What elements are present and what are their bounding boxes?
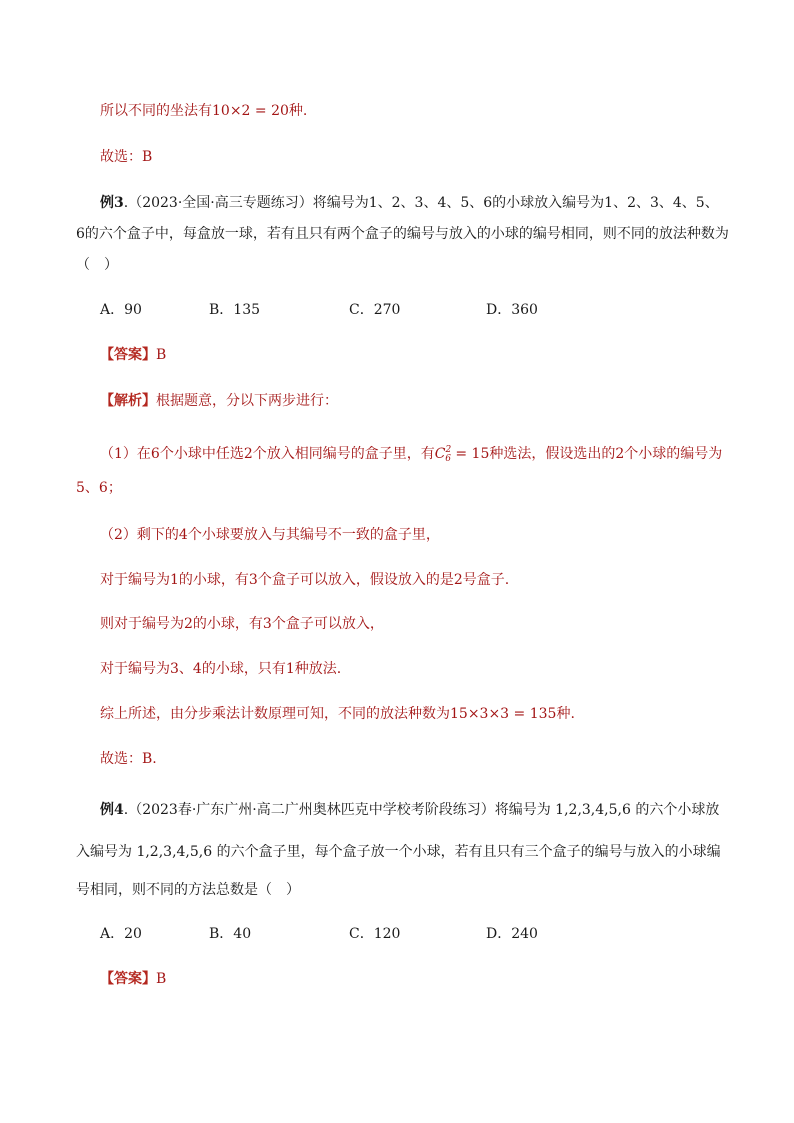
example-4-text-2: 入编号为 1,2,3,4,5,6 的六个盒子里，每个盒子放一个小球，若有且只有三个盒子的编号与放入的小球编 (76, 844, 721, 860)
analysis-tag: 【解析】 (100, 393, 156, 409)
option-d: D．360 (486, 302, 538, 318)
solution-line: 所以不同的坐法有10×2 = 20种. (100, 103, 308, 119)
combination-sup: 2 (445, 445, 452, 455)
combination-base: C (434, 446, 446, 462)
option-a: A．90 (100, 302, 142, 318)
choice-line: 故选：B. (100, 751, 157, 767)
step-1-cont: 5、6； (76, 480, 122, 496)
step-1-text-a: （1）在6个小球中任选2个放入相同编号的盒子里，有 (100, 446, 435, 462)
example-4-text-3: 号相同，则不同的方法总数是（ ） (76, 882, 300, 898)
combination-sub: 6 (445, 454, 451, 464)
step-1-line (100, 440, 722, 469)
option-d: D．240 (486, 926, 538, 942)
option-b: B．135 (209, 302, 261, 318)
option-c: C．120 (349, 926, 401, 942)
example-3-analysis (100, 391, 338, 411)
analysis-line: 综上所述，由分步乘法计数原理可知，不同的放法种数为15×3×3 = 135种. (100, 706, 575, 722)
answer-value: B (156, 971, 167, 987)
analysis-line: 则对于编号为2的小球，有3个盒子可以放入， (100, 616, 384, 632)
choice-line: 故选：B (100, 149, 153, 165)
example-4-question (100, 800, 719, 820)
analysis-line: 对于编号为3、4的小球，只有1种放法. (100, 661, 342, 677)
answer-tag: 【答案】 (100, 971, 156, 987)
example-4-text-1: .（2023春·广东广州·高二广州奥林匹克中学校考阶段练习）将编号为 1,2,3,4,5,6 的六个小球放 (123, 802, 720, 818)
example-4-label: 例4 (100, 802, 124, 818)
option-c: C．270 (349, 302, 401, 318)
answer-tag: 【答案】 (100, 347, 156, 363)
analysis-text: 根据题意，分以下两步进行： (156, 393, 338, 409)
option-a: A．20 (100, 926, 142, 942)
answer-value: B (156, 347, 167, 363)
step-2-line: （2）剩下的4个小球要放入与其编号不一致的盒子里， (100, 527, 440, 543)
combination-formula (435, 446, 451, 462)
step-1-text-b: = 15种选法，假设选出的2个小球的编号为 (450, 446, 723, 462)
example-3-question (100, 193, 719, 213)
example-4-answer (100, 969, 166, 989)
example-3-label: 例3 (100, 195, 124, 211)
option-b: B．40 (209, 926, 252, 942)
analysis-line: 对于编号为1的小球，有3个盒子可以放入，假设放入的是2号盒子. (100, 572, 510, 588)
example-3-text-3: （ ） (76, 257, 118, 273)
example-3-answer (100, 345, 166, 365)
example-3-text-1: .（2023·全国·高三专题练习）将编号为1、2、3、4、5、6的小球放入编号为1、2、3、4、5、 (123, 195, 719, 211)
example-3-text-2: 6的六个盒子中，每盒放一球，若有且只有两个盒子的编号与放入的小球的编号相同，则不同的放法种数为 (76, 226, 729, 242)
